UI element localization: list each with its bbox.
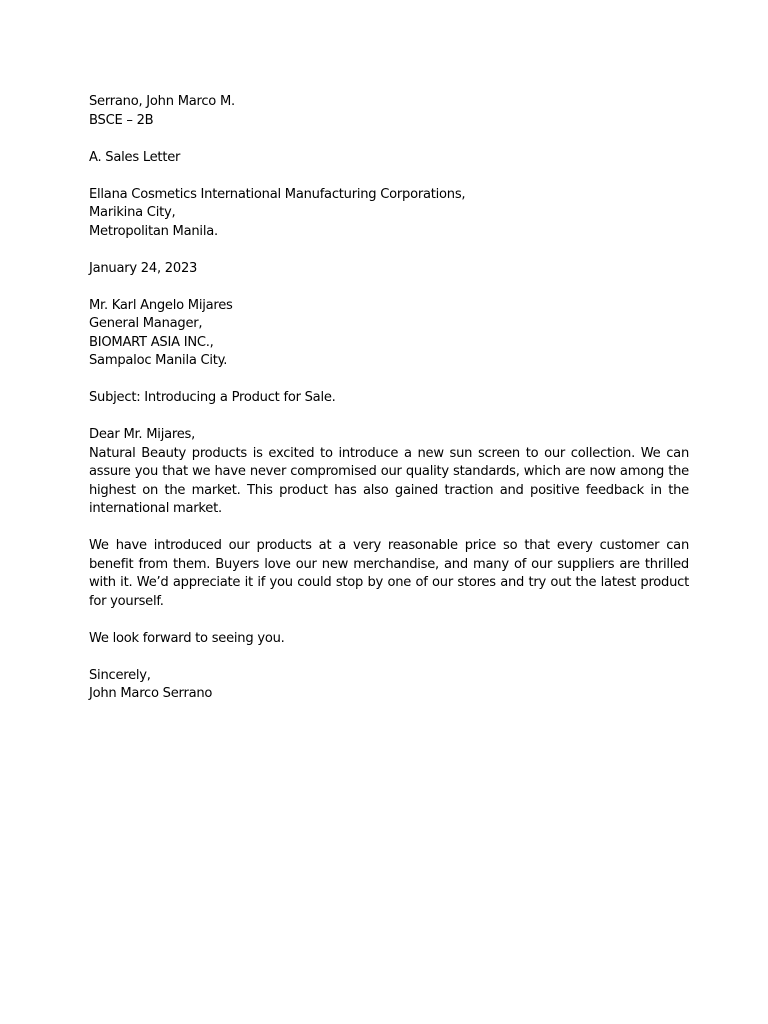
sender-line-2: Marikina City, <box>89 205 176 220</box>
salutation: Dear Mr. Mijares, <box>89 427 195 442</box>
author-name: Serrano, John Marco M. <box>89 94 235 109</box>
letter-heading-block <box>89 149 689 168</box>
body-paragraph-3: We look forward to seeing you. <box>89 630 285 646</box>
letter-heading: A. Sales Letter <box>89 149 181 165</box>
body-paragraph-2: We have introduced our products at a very reasonable price so that every customer can benefit from them. Buyers love our new merchandise, and many of our suppliers are thrilled with it. We’d appreciate it if you could stop by one of our stores and try out the latest product for yourself. <box>89 538 689 609</box>
author-block <box>89 93 689 130</box>
valediction: Sincerely, <box>89 667 151 683</box>
body-paragraph-3-block <box>89 630 689 649</box>
recipient-address <box>89 297 689 371</box>
author-section: BSCE – 2B <box>89 112 154 128</box>
recipient-name: Mr. Karl Angelo Mijares <box>89 297 233 313</box>
letter-date: January 24, 2023 <box>89 260 198 276</box>
letter-page <box>89 93 689 722</box>
body-paragraph-2-block <box>89 537 689 611</box>
opening-block <box>89 426 689 519</box>
subject-block <box>89 389 689 408</box>
sender-line-3: Metropolitan Manila. <box>89 223 218 239</box>
recipient-title: General Manager, <box>89 316 203 331</box>
body-paragraph-1: Natural Beauty products is excited to introduce a new sun screen to our collection. We can assure you that we have never compromised our quality standards, which are now among the highest on the market. This product has also gained traction and positive feedback in the international market. <box>89 445 689 516</box>
letter-subject: Subject: Introducing a Product for Sale. <box>89 390 336 405</box>
sender-address <box>89 186 689 242</box>
recipient-city: Sampaloc Manila City. <box>89 353 228 368</box>
recipient-company: BIOMART ASIA INC., <box>89 334 214 350</box>
closing-block <box>89 667 689 704</box>
sender-line-1: Ellana Cosmetics International Manufacturing Corporations, <box>89 186 466 202</box>
signature-name: John Marco Serrano <box>89 686 213 701</box>
date-block <box>89 260 689 279</box>
